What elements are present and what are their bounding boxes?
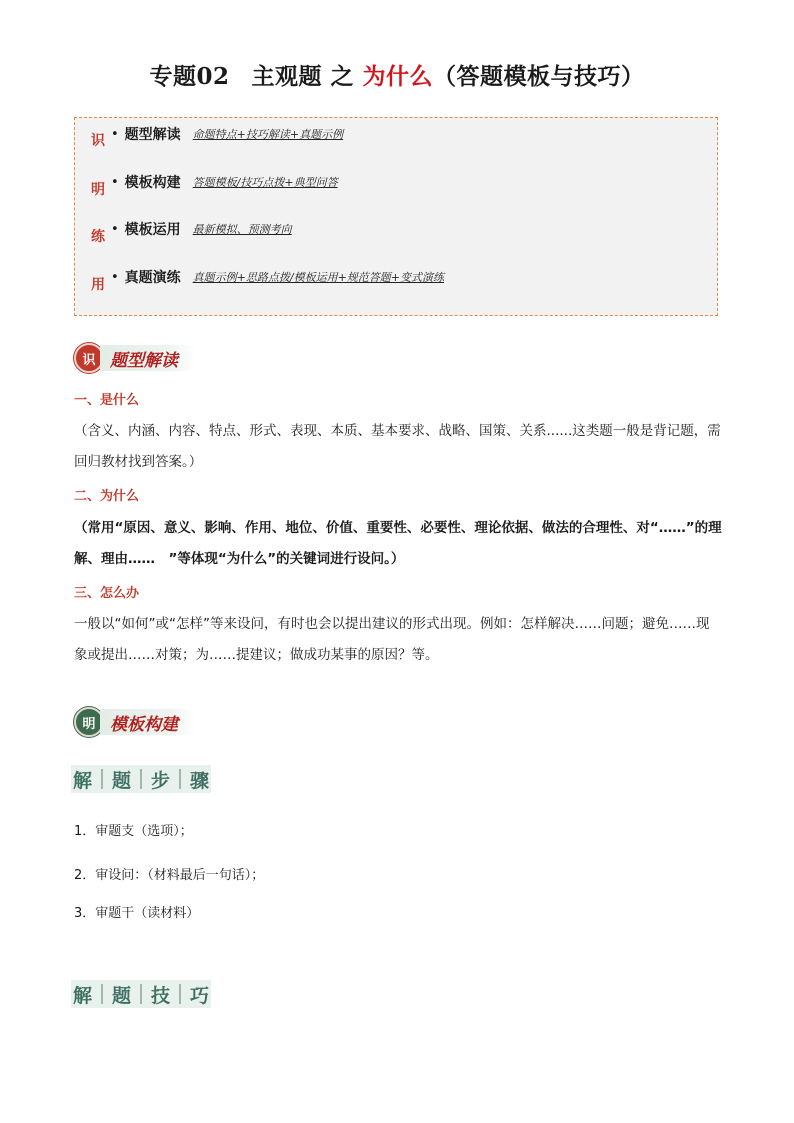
bullet-icon: • xyxy=(111,269,119,285)
toc-row xyxy=(111,266,444,288)
divider xyxy=(140,984,142,1004)
step-item: 1．审题支（选项）； xyxy=(74,824,193,839)
tips-heading-char: 题 xyxy=(112,984,132,1007)
tips-heading xyxy=(71,980,211,1008)
bullet-icon: • xyxy=(111,126,119,142)
paragraph-what: （含义、内涵、内容、特点、形式、表现、本质、基本要求、战略、国策、关系......这类题一般是背记题，需回归教材找到答案。） xyxy=(74,423,721,470)
toc-row-label: 真题演练 xyxy=(124,270,181,286)
toc-row-desc[interactable]: 最新模拟、预测考向 xyxy=(192,223,292,236)
page-title xyxy=(0,58,794,91)
toc-row xyxy=(111,171,338,193)
steps-heading-char: 题 xyxy=(112,769,132,792)
toc-row-desc[interactable]: 命题特点+技巧解读+真题示例 xyxy=(192,128,344,141)
steps-heading-char: 骤 xyxy=(190,769,210,792)
toc-row-desc[interactable]: 真题示例+思路点拨/模板运用+规范答题+变式演练 xyxy=(192,271,445,284)
tips-heading-char: 技 xyxy=(151,984,171,1007)
paragraph-how: 一般以“如何”或“怎样”等来设问，有时也会以提出建议的形式出现。例如：怎样解决……问题；避免……现象或提出……对策；为……提建议；做成功某事的原因？等。 xyxy=(74,616,710,663)
subheading-what: 一、是什么 xyxy=(74,393,140,408)
steps-heading-char: 步 xyxy=(151,769,171,792)
bullet-icon: • xyxy=(111,221,119,237)
paragraph-why: （常用“原因、意义、影响、作用、地位、价值、重要性、必要性、理论依据、做法的合理性、对“……”的理解、理由…… ”等体现“为什么”的关键词进行设问。） xyxy=(74,520,722,567)
step-item: 2．审设问：（材料最后一句话）； xyxy=(74,868,265,883)
side-char-1: 识 xyxy=(91,133,105,149)
toc-row-desc[interactable]: 答题模板/技巧点拨+典型问答 xyxy=(192,176,338,189)
toc-row-label: 模板运用 xyxy=(124,222,181,238)
side-char-4: 用 xyxy=(91,277,105,293)
toc-row-label: 模板构建 xyxy=(124,175,181,191)
title-middle: 主观题 之 xyxy=(251,63,354,90)
section-title: 题型解读 xyxy=(100,345,196,371)
bullet-icon: • xyxy=(111,174,119,190)
side-char-3: 练 xyxy=(91,229,105,245)
toc-row-label: 题型解读 xyxy=(124,127,181,143)
step-item: 3．审题干（读材料） xyxy=(74,906,200,921)
toc-row xyxy=(111,218,292,240)
divider xyxy=(101,984,103,1004)
section-badge-interpretation xyxy=(74,342,196,374)
toc-row xyxy=(111,123,343,145)
section-badge-template xyxy=(74,706,196,738)
section-title: 模板构建 xyxy=(100,709,196,735)
divider xyxy=(179,984,181,1004)
badge-circle-icon: 识 xyxy=(74,343,104,373)
subheading-why: 二、为什么 xyxy=(74,489,140,504)
subheading-how: 三、怎么办 xyxy=(74,586,140,601)
steps-heading xyxy=(71,765,211,793)
title-suffix: （答题模板与技巧） xyxy=(433,63,645,90)
divider xyxy=(179,769,181,789)
contents-box xyxy=(74,117,718,316)
steps-heading-char: 解 xyxy=(73,769,93,792)
title-highlight: 为什么 xyxy=(362,63,434,90)
title-prefix: 专题02 xyxy=(149,63,230,90)
badge-circle-icon: 明 xyxy=(74,707,104,737)
tips-heading-char: 解 xyxy=(73,984,93,1007)
tips-heading-char: 巧 xyxy=(190,984,210,1007)
side-char-2: 明 xyxy=(91,182,105,198)
divider xyxy=(101,769,103,789)
divider xyxy=(140,769,142,789)
